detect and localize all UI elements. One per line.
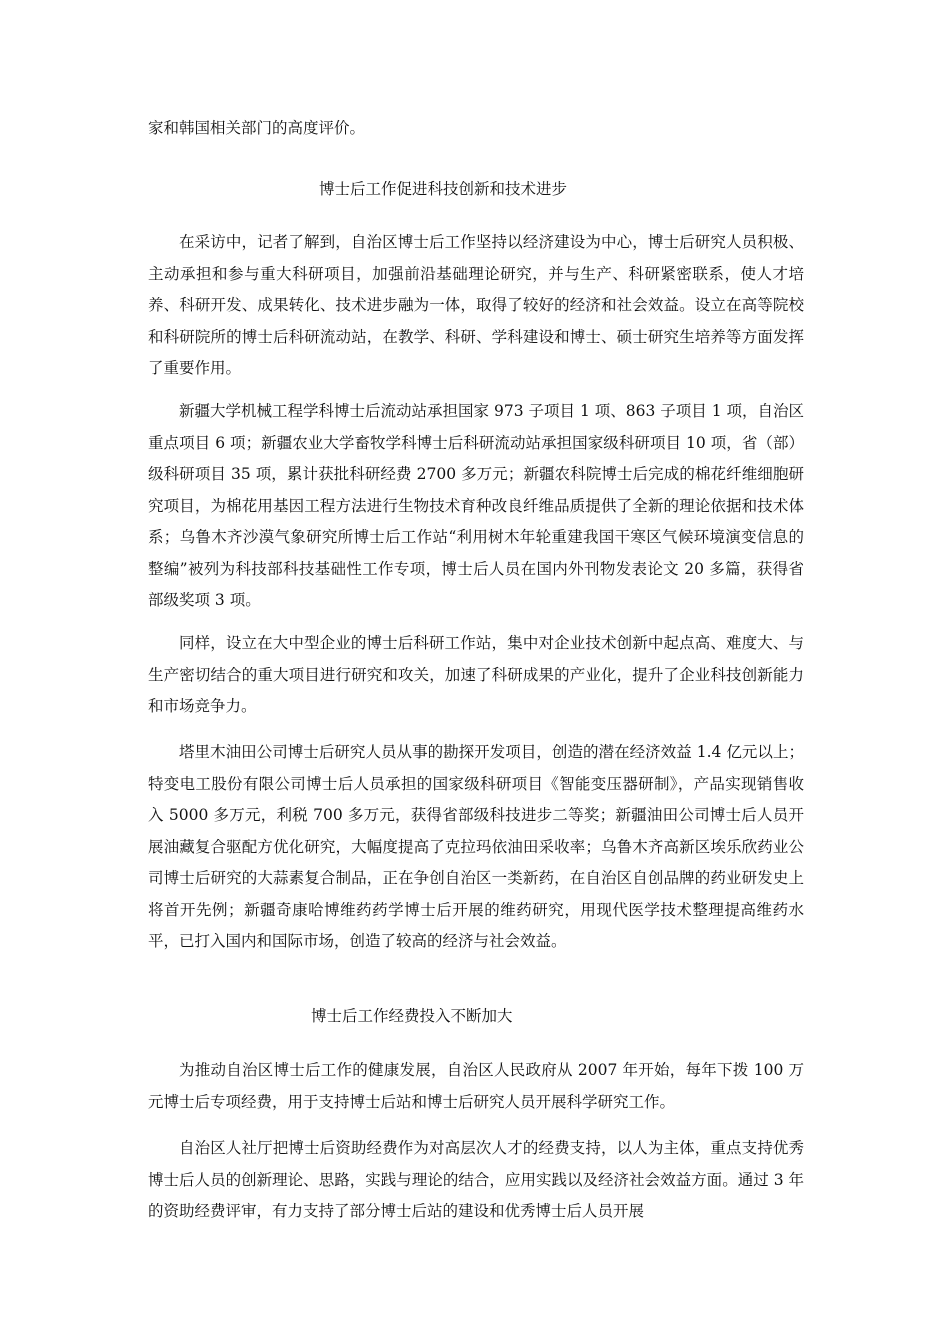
paragraph-hr-funding: 自治区人社厅把博士后资助经费作为对高层次人才的经费支持，以人为主体，重点支持优秀博士后人员的创新理论、思路，实践与理论的结合，应用实践以及经济社会效益方面。通过 3 年的资助经费评审，有力支持了部分博士后站的建设和优秀博士后人员开展 bbox=[148, 1139, 804, 1220]
paragraph-continuation: 家和韩国相关部门的高度评价。 bbox=[148, 119, 366, 137]
paragraph-enterprise-results: 塔里木油田公司博士后研究人员从事的勘探开发项目，创造的潜在经济效益 1.4 亿元以上；特变电工股份有限公司博士后人员承担的国家级科研项目《智能变压器研制》，产品实现销售收入 5000 多万元，利税 700 多万元，获得省部级科技进步二等奖；新疆油田公司博士后人员开展油藏复合驱配方优化研究，大幅度提高了克拉玛依油田采收率；乌鲁木齐高新区埃乐欣药业公司博士后研究的大蒜素复合制品，正在争创自治区一类新药，在自治区自创品牌的药业研发史上将首开先例；新疆奇康哈博维药药学博士后开展的维药研究，用现代医学技术整理提高维药水平，已打入国内和国际市场，创造了较高的经济与社会效益。 bbox=[148, 743, 804, 950]
paragraph-enterprise-stations: 同样，设立在大中型企业的博士后科研工作站，集中对企业技术创新中起点高、难度大、与生产密切结合的重大项目进行研究和攻关，加速了科研成果的产业化，提升了企业科技创新能力和市场竞争力。 bbox=[148, 634, 804, 715]
section-heading-innovation: 博士后工作促进科技创新和技术进步 bbox=[319, 180, 568, 198]
paragraph-university-stations: 新疆大学机械工程学科博士后流动站承担国家 973 子项目 1 项、863 子项目 1 项，自治区重点项目 6 项；新疆农业大学畜牧学科博士后科研流动站承担国家级科研项目 10 项，省（部）级科研项目 35 项，累计获批科研经费 2700 多万元；新疆农科院博士后完成的棉花纤维细胞研究项目，为棉花用基因工程方法进行生物技术育种改良纤维品质提供了全新的理论依据和技术体系；乌鲁木齐沙漠气象研究所博士后工作站“利用树木年轮重建我国干寒区气候环境演变信息的整编”被列为科技部科技基础性工作专项，博士后人员在国内外刊物发表论文 20 多篇，获得省部级奖项 3 项。 bbox=[148, 402, 804, 609]
section-heading-funding: 博士后工作经费投入不断加大 bbox=[311, 1007, 513, 1025]
paragraph-interview: 在采访中，记者了解到，自治区博士后工作坚持以经济建设为中心，博士后研究人员积极、主动承担和参与重大科研项目，加强前沿基础理论研究，并与生产、科研紧密联系，使人才培养、科研开发、成果转化、技术进步融为一体，取得了较好的经济和社会效益。设立在高等院校和科研院所的博士后科研流动站，在教学、科研、学科建设和博士、硕士研究生培养等方面发挥了重要作用。 bbox=[148, 233, 804, 377]
paragraph-government-funding: 为推动自治区博士后工作的健康发展，自治区人民政府从 2007 年开始，每年下拨 100 万元博士后专项经费，用于支持博士后站和博士后研究人员开展科学研究工作。 bbox=[148, 1061, 804, 1111]
